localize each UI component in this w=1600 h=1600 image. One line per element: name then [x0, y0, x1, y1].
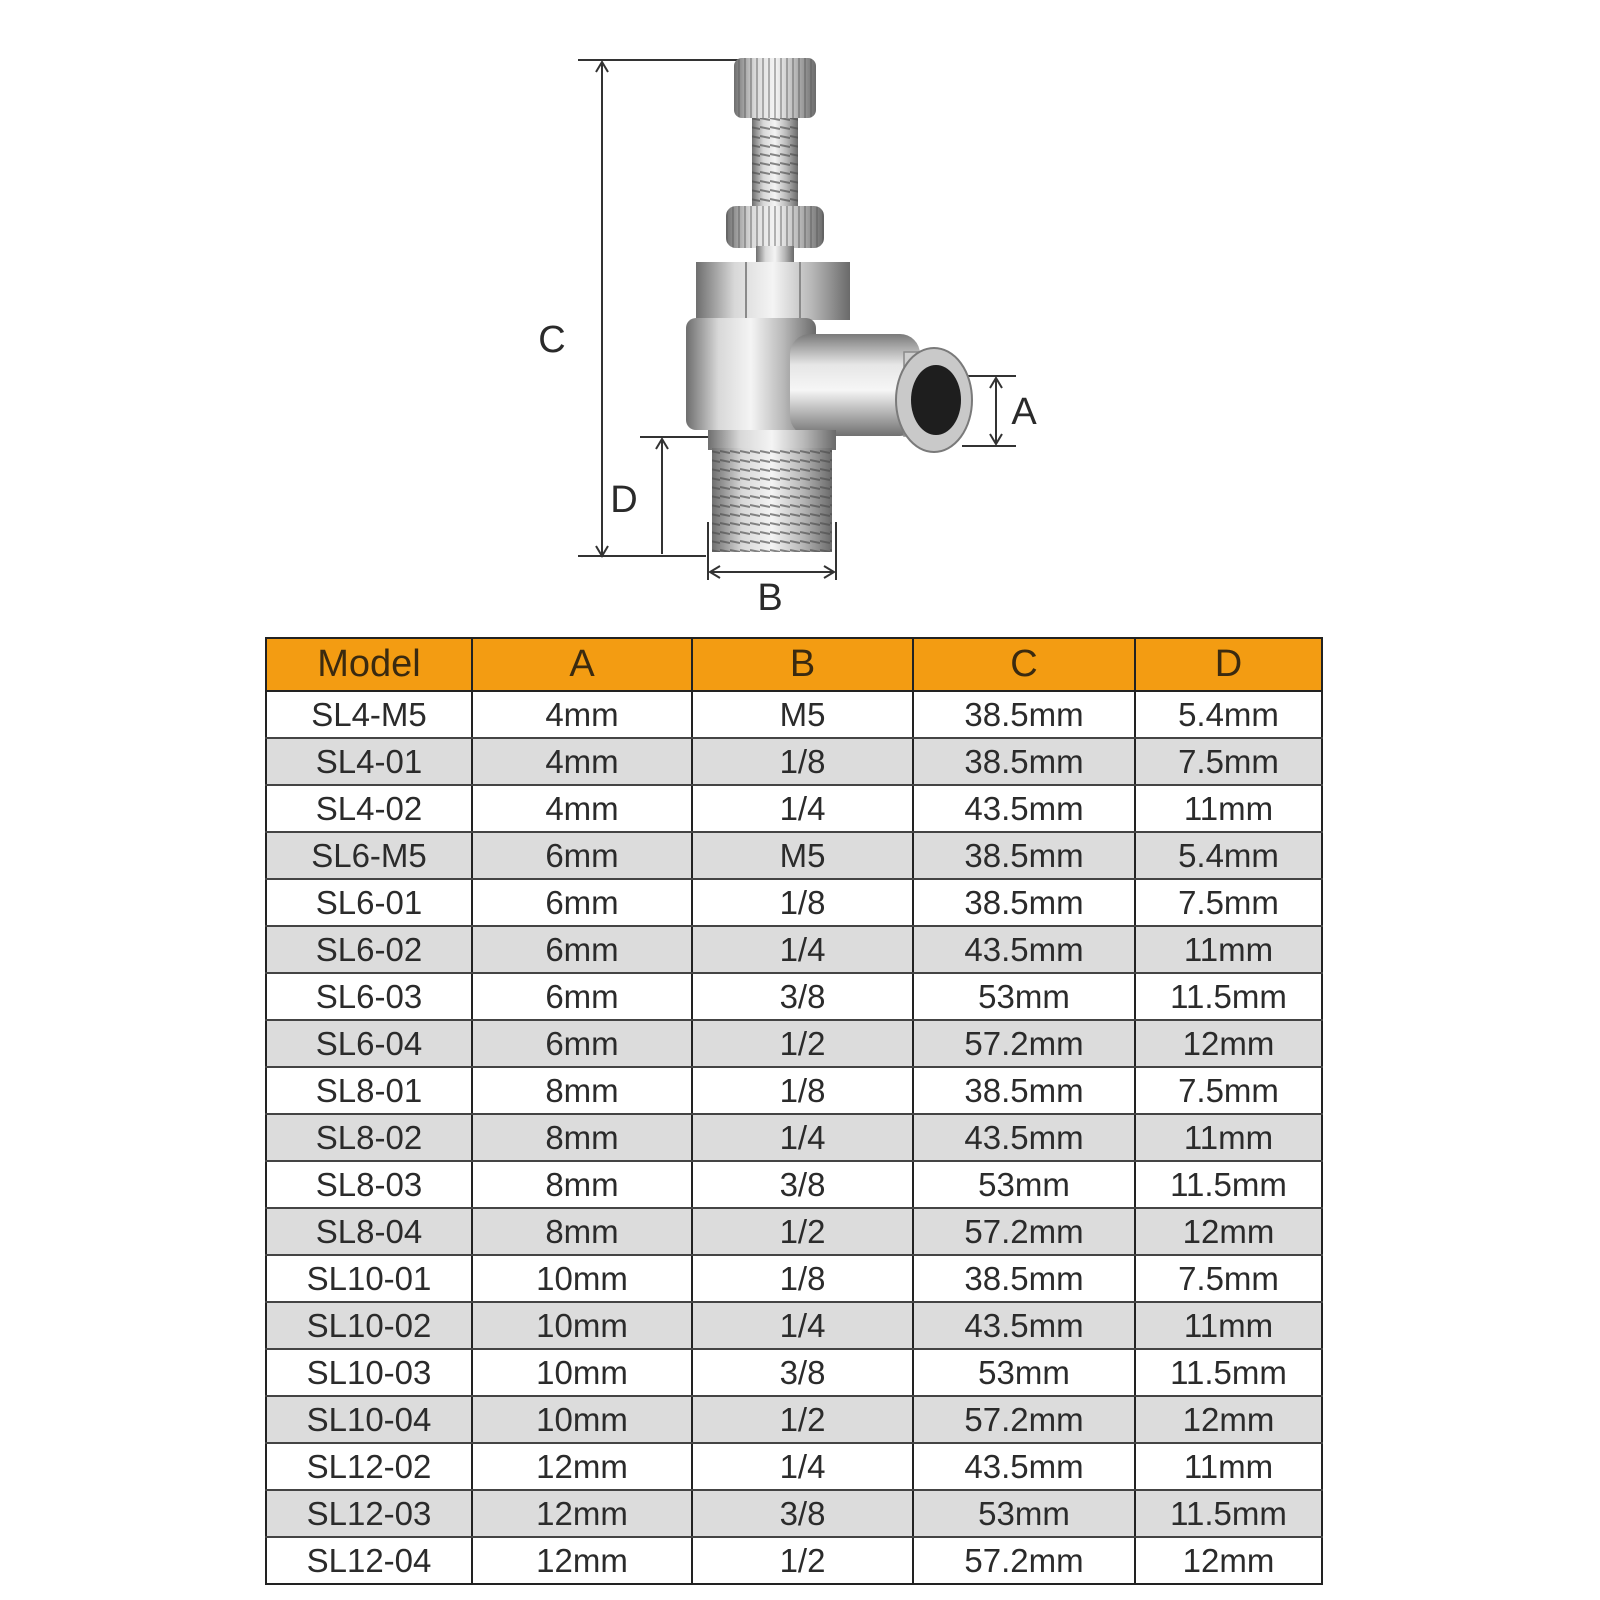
table-cell-model: SL6-02	[266, 926, 472, 973]
table-cell-d: 11mm	[1135, 926, 1322, 973]
pneumatic-speed-control-fitting-icon	[0, 0, 1600, 620]
table-cell-d: 7.5mm	[1135, 1255, 1322, 1302]
table-cell-model: SL12-04	[266, 1537, 472, 1584]
table-cell-b: 1/2	[692, 1396, 913, 1443]
table-cell-a: 12mm	[472, 1443, 692, 1490]
table-row	[266, 1443, 1322, 1490]
table-cell-c: 43.5mm	[913, 1443, 1135, 1490]
table-cell-a: 4mm	[472, 738, 692, 785]
table-cell-d: 12mm	[1135, 1208, 1322, 1255]
table-cell-c: 38.5mm	[913, 738, 1135, 785]
column-header-c: C	[913, 638, 1135, 691]
table-row	[266, 1208, 1322, 1255]
table-row	[266, 738, 1322, 785]
column-header-a: A	[472, 638, 692, 691]
table-cell-c: 53mm	[913, 1349, 1135, 1396]
table-cell-c: 53mm	[913, 1161, 1135, 1208]
table-cell-model: SL10-01	[266, 1255, 472, 1302]
table-cell-a: 4mm	[472, 785, 692, 832]
table-cell-b: M5	[692, 691, 913, 738]
table-cell-model: SL12-02	[266, 1443, 472, 1490]
table-cell-model: SL4-01	[266, 738, 472, 785]
table-cell-b: 3/8	[692, 1349, 913, 1396]
table-cell-c: 43.5mm	[913, 926, 1135, 973]
table-cell-model: SL4-M5	[266, 691, 472, 738]
table-cell-model: SL6-01	[266, 879, 472, 926]
table-cell-a: 10mm	[472, 1349, 692, 1396]
table-cell-b: 1/4	[692, 926, 913, 973]
table-cell-model: SL6-M5	[266, 832, 472, 879]
table-cell-d: 12mm	[1135, 1020, 1322, 1067]
table-cell-d: 7.5mm	[1135, 738, 1322, 785]
table-cell-d: 12mm	[1135, 1537, 1322, 1584]
table-cell-b: 3/8	[692, 1161, 913, 1208]
table-cell-d: 12mm	[1135, 1396, 1322, 1443]
table-cell-c: 57.2mm	[913, 1020, 1135, 1067]
table-cell-a: 10mm	[472, 1255, 692, 1302]
table-row	[266, 1255, 1322, 1302]
table-cell-model: SL10-04	[266, 1396, 472, 1443]
table-cell-b: 3/8	[692, 1490, 913, 1537]
table-row	[266, 1302, 1322, 1349]
table-body	[266, 691, 1322, 1584]
table-cell-b: 1/4	[692, 1302, 913, 1349]
table-cell-d: 11.5mm	[1135, 1161, 1322, 1208]
table-row	[266, 1161, 1322, 1208]
table-cell-b: 1/8	[692, 879, 913, 926]
table-cell-a: 10mm	[472, 1396, 692, 1443]
table-cell-a: 10mm	[472, 1302, 692, 1349]
table-cell-c: 38.5mm	[913, 1067, 1135, 1114]
table-cell-b: 1/8	[692, 1067, 913, 1114]
table-cell-b: 1/2	[692, 1537, 913, 1584]
table-header-row	[266, 638, 1322, 691]
table-cell-d: 5.4mm	[1135, 832, 1322, 879]
table-cell-model: SL8-04	[266, 1208, 472, 1255]
table-row	[266, 1349, 1322, 1396]
table-cell-a: 4mm	[472, 691, 692, 738]
table-cell-c: 53mm	[913, 973, 1135, 1020]
table-cell-a: 12mm	[472, 1490, 692, 1537]
table-cell-b: 1/2	[692, 1020, 913, 1067]
table-cell-model: SL6-03	[266, 973, 472, 1020]
table-cell-c: 43.5mm	[913, 785, 1135, 832]
table-row	[266, 926, 1322, 973]
table-cell-c: 43.5mm	[913, 1302, 1135, 1349]
table-row	[266, 1114, 1322, 1161]
table-cell-a: 8mm	[472, 1114, 692, 1161]
column-header-b: B	[692, 638, 913, 691]
table-cell-c: 57.2mm	[913, 1208, 1135, 1255]
table-cell-a: 6mm	[472, 832, 692, 879]
table-cell-b: 1/4	[692, 1443, 913, 1490]
table-cell-b: 3/8	[692, 973, 913, 1020]
table-cell-c: 38.5mm	[913, 691, 1135, 738]
table-cell-model: SL6-04	[266, 1020, 472, 1067]
table-cell-model: SL8-01	[266, 1067, 472, 1114]
table-cell-d: 5.4mm	[1135, 691, 1322, 738]
table-cell-d: 11mm	[1135, 785, 1322, 832]
table-cell-a: 6mm	[472, 879, 692, 926]
table-cell-d: 11.5mm	[1135, 973, 1322, 1020]
dimension-label-a: A	[1011, 391, 1037, 433]
table-cell-b: M5	[692, 832, 913, 879]
table-cell-a: 8mm	[472, 1208, 692, 1255]
table-row	[266, 1490, 1322, 1537]
table-row	[266, 1396, 1322, 1443]
table-cell-model: SL10-02	[266, 1302, 472, 1349]
table-cell-c: 43.5mm	[913, 1114, 1135, 1161]
table-row	[266, 1020, 1322, 1067]
table-cell-b: 1/4	[692, 785, 913, 832]
table-row	[266, 973, 1322, 1020]
dimension-label-d: D	[610, 479, 638, 521]
table-cell-b: 1/8	[692, 1255, 913, 1302]
dimension-label-b: B	[757, 577, 783, 619]
table-cell-model: SL8-02	[266, 1114, 472, 1161]
table-cell-d: 11.5mm	[1135, 1349, 1322, 1396]
table-cell-d: 11.5mm	[1135, 1490, 1322, 1537]
table-cell-a: 8mm	[472, 1067, 692, 1114]
table-row	[266, 832, 1322, 879]
column-header-d: D	[1135, 638, 1322, 691]
table-cell-c: 53mm	[913, 1490, 1135, 1537]
table-cell-a: 8mm	[472, 1161, 692, 1208]
dimension-label-c: C	[538, 319, 566, 361]
table-cell-a: 6mm	[472, 926, 692, 973]
table-cell-d: 11mm	[1135, 1302, 1322, 1349]
table-cell-c: 38.5mm	[913, 879, 1135, 926]
table-row	[266, 785, 1322, 832]
table-cell-d: 7.5mm	[1135, 879, 1322, 926]
table-cell-model: SL8-03	[266, 1161, 472, 1208]
table-cell-b: 1/4	[692, 1114, 913, 1161]
table-row	[266, 1537, 1322, 1584]
table-cell-c: 57.2mm	[913, 1537, 1135, 1584]
table-row	[266, 1067, 1322, 1114]
table-cell-d: 11mm	[1135, 1443, 1322, 1490]
table-cell-model: SL10-03	[266, 1349, 472, 1396]
table-cell-b: 1/8	[692, 738, 913, 785]
product-diagram	[0, 0, 1600, 620]
table-row	[266, 691, 1322, 738]
table-cell-c: 38.5mm	[913, 832, 1135, 879]
table-cell-model: SL12-03	[266, 1490, 472, 1537]
column-header-model: Model	[266, 638, 472, 691]
table-cell-c: 57.2mm	[913, 1396, 1135, 1443]
table-cell-model: SL4-02	[266, 785, 472, 832]
table-cell-a: 6mm	[472, 1020, 692, 1067]
specification-table	[265, 637, 1323, 1585]
table-cell-d: 7.5mm	[1135, 1067, 1322, 1114]
table-cell-a: 6mm	[472, 973, 692, 1020]
table-row	[266, 879, 1322, 926]
table-cell-c: 38.5mm	[913, 1255, 1135, 1302]
table-cell-a: 12mm	[472, 1537, 692, 1584]
table-cell-d: 11mm	[1135, 1114, 1322, 1161]
table-cell-b: 1/2	[692, 1208, 913, 1255]
